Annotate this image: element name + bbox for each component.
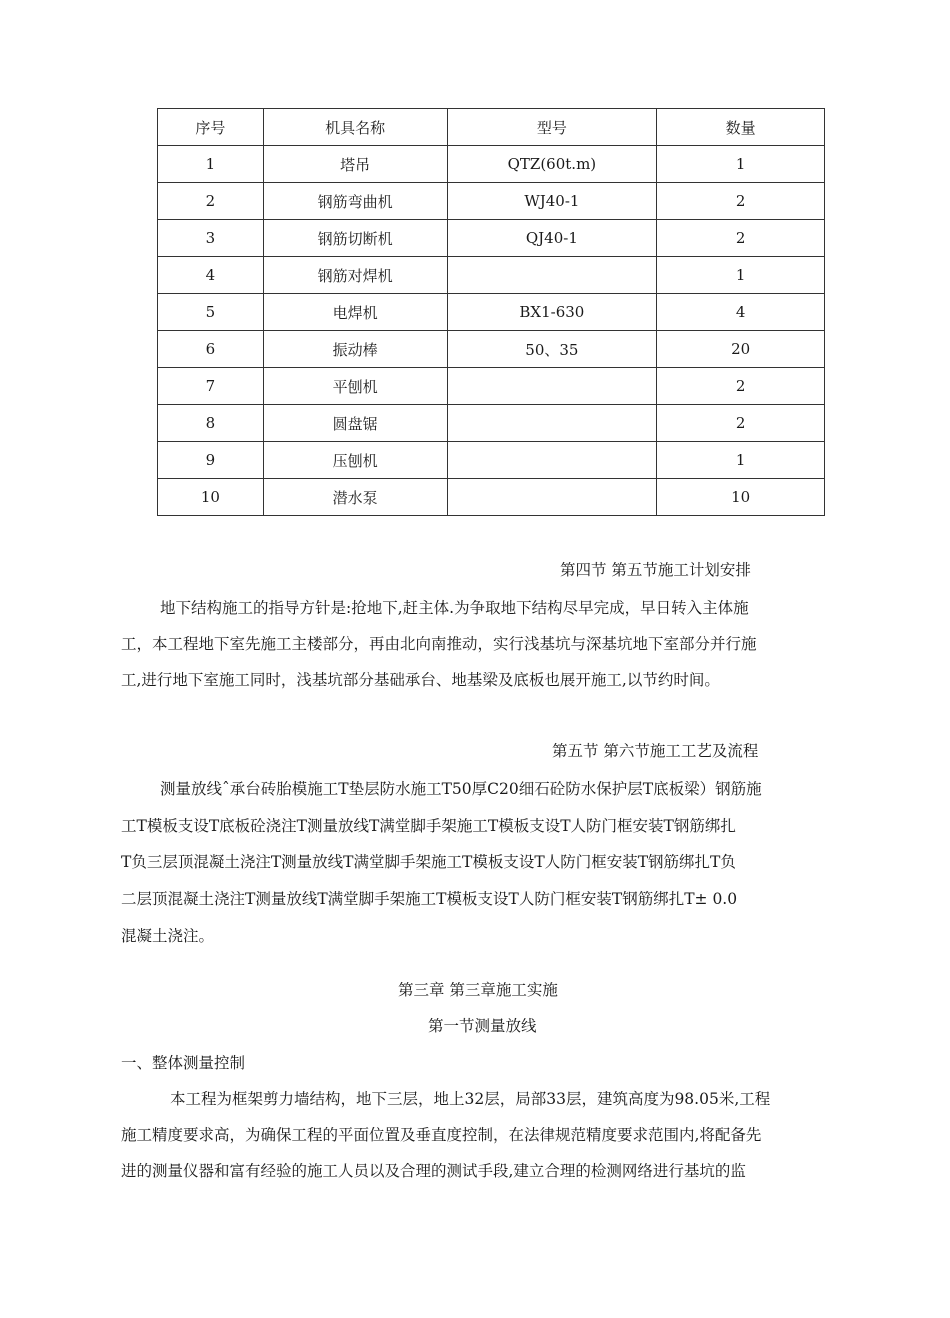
cell-quantity: 1 xyxy=(657,442,825,479)
table-row xyxy=(158,405,825,442)
chapter-heading: 第三章 第三章施工实施 xyxy=(398,981,558,999)
paragraph-line: 本工程为框架剪力墙结构，地下三层，地上32层，局部33层，建筑高度为98.05米,工程 xyxy=(170,1090,771,1108)
section-heading-process: 第五节 第六节施工工艺及流程 xyxy=(552,742,759,760)
header-cell-name: 机具名称 xyxy=(263,109,447,146)
paragraph-line: 施工精度要求高，为确保工程的平面位置及垂直度控制，在法律规范精度要求范围内,将配备先 xyxy=(121,1126,762,1144)
table-header-row xyxy=(158,109,825,146)
table-row xyxy=(158,442,825,479)
cell-quantity: 10 xyxy=(657,479,825,516)
paragraph-line: 二层顶混凝土浇注T测量放线T满堂脚手架施工T模板支设T人防门框安装T钢筋绑扎T± 0.0 xyxy=(121,890,738,908)
cell-index: 5 xyxy=(158,294,264,331)
cell-model xyxy=(447,479,657,516)
paragraph-line: 测量放线ˆ承台砖胎模施工T垫层防水施工T50厚C20细石砼防水保护层T底板梁）钢筋施 xyxy=(160,780,762,798)
paragraph-line: 地下结构施工的指导方针是:抢地下,赶主体.为争取地下结构尽早完成，早日转入主体施 xyxy=(160,599,749,617)
header-cell-model: 型号 xyxy=(447,109,657,146)
table-row xyxy=(158,220,825,257)
paragraph-line: 工,进行地下室施工同时，浅基坑部分基础承台、地基梁及底板也展开施工,以节约时间。 xyxy=(121,671,720,689)
cell-name: 平刨机 xyxy=(263,368,447,405)
cell-model: WJ40-1 xyxy=(447,183,657,220)
paragraph-line: 混凝土浇注。 xyxy=(121,927,215,945)
table-row xyxy=(158,331,825,368)
cell-model xyxy=(447,368,657,405)
cell-name: 振动棒 xyxy=(263,331,447,368)
paragraph-line: 工，本工程地下室先施工主楼部分，再由北向南推动，实行浅基坑与深基坑地下室部分并行施 xyxy=(121,635,757,653)
cell-name: 电焊机 xyxy=(263,294,447,331)
cell-index: 2 xyxy=(158,183,264,220)
table-row xyxy=(158,294,825,331)
cell-index: 3 xyxy=(158,220,264,257)
cell-quantity: 1 xyxy=(657,146,825,183)
table-row xyxy=(158,368,825,405)
section-heading-plan: 第四节 第五节施工计划安排 xyxy=(560,561,751,579)
cell-name: 压刨机 xyxy=(263,442,447,479)
paragraph-line: 工T模板支设T底板砼浇注T测量放线T满堂脚手架施工T模板支设T人防门框安装T钢筋绑扎 xyxy=(121,817,736,835)
cell-quantity: 1 xyxy=(657,257,825,294)
cell-model: 50、35 xyxy=(447,331,657,368)
table-row xyxy=(158,146,825,183)
cell-quantity: 2 xyxy=(657,405,825,442)
cell-model: BX1-630 xyxy=(447,294,657,331)
cell-quantity: 2 xyxy=(657,183,825,220)
cell-model xyxy=(447,442,657,479)
cell-name: 圆盘锯 xyxy=(263,405,447,442)
table-row xyxy=(158,257,825,294)
table-row xyxy=(158,183,825,220)
subsection-heading: 第一节测量放线 xyxy=(428,1017,537,1035)
item-heading: 一、整体测量控制 xyxy=(121,1054,246,1072)
cell-name: 塔吊 xyxy=(263,146,447,183)
cell-index: 8 xyxy=(158,405,264,442)
cell-index: 6 xyxy=(158,331,264,368)
header-cell-quantity: 数量 xyxy=(657,109,825,146)
cell-name: 钢筋弯曲机 xyxy=(263,183,447,220)
cell-index: 4 xyxy=(158,257,264,294)
cell-quantity: 20 xyxy=(657,331,825,368)
cell-name: 钢筋对焊机 xyxy=(263,257,447,294)
header-cell-index: 序号 xyxy=(158,109,264,146)
cell-model: QJ40-1 xyxy=(447,220,657,257)
cell-index: 1 xyxy=(158,146,264,183)
cell-quantity: 2 xyxy=(657,220,825,257)
table-row xyxy=(158,479,825,516)
cell-model: QTZ(60t.m) xyxy=(447,146,657,183)
paragraph-line: T负三层顶混凝土浇注T测量放线T满堂脚手架施工T模板支设T人防门框安装T钢筋绑扎T负 xyxy=(121,853,736,871)
cell-model xyxy=(447,405,657,442)
cell-index: 7 xyxy=(158,368,264,405)
cell-index: 9 xyxy=(158,442,264,479)
cell-model xyxy=(447,257,657,294)
equipment-table xyxy=(157,108,825,516)
cell-name: 潜水泵 xyxy=(263,479,447,516)
paragraph-line: 进的测量仪器和富有经验的施工人员以及合理的测试手段,建立合理的检测网络进行基坑的监 xyxy=(121,1162,746,1180)
cell-quantity: 2 xyxy=(657,368,825,405)
cell-index: 10 xyxy=(158,479,264,516)
cell-name: 钢筋切断机 xyxy=(263,220,447,257)
cell-quantity: 4 xyxy=(657,294,825,331)
